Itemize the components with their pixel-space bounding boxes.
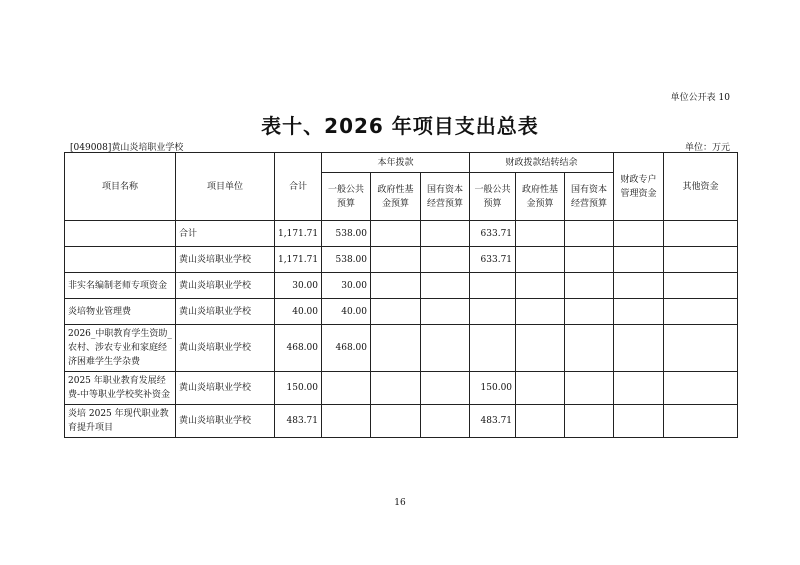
header-project-name: 项目名称 [65, 153, 176, 221]
cell-carry-gov-fund [516, 325, 565, 372]
cell-general-public [322, 405, 371, 438]
cell-carry-gov-fund [516, 247, 565, 273]
header-other-funds: 其他资金 [664, 153, 738, 221]
cell-total: 1,171.71 [275, 247, 322, 273]
cell-state-capital [421, 325, 470, 372]
cell-project-name: 炎培物业管理费 [65, 299, 176, 325]
cell-carry-gov-fund [516, 299, 565, 325]
cell-carry-gov-fund [516, 221, 565, 247]
cell-total: 468.00 [275, 325, 322, 372]
cell-carry-state-capital [565, 221, 614, 247]
header-carry-government-fund-budget: 政府性基金预算 [516, 173, 565, 221]
header-special-account-fund: 财政专户管理资金 [614, 153, 664, 221]
cell-carry-general-public: 633.71 [470, 247, 516, 273]
cell-project-unit: 黄山炎培职业学校 [176, 405, 275, 438]
cell-project-name: 2025 年职业教育发展经费-中等职业学校奖补资金 [65, 372, 176, 405]
cell-general-public: 538.00 [322, 221, 371, 247]
cell-carry-gov-fund [516, 405, 565, 438]
header-carry-state-capital-budget: 国有资本经营预算 [565, 173, 614, 221]
header-general-public-budget: 一般公共预算 [322, 173, 371, 221]
cell-carry-gov-fund [516, 372, 565, 405]
table-row [65, 273, 738, 299]
cell-general-public: 468.00 [322, 325, 371, 372]
table-row [65, 325, 738, 372]
header-government-fund-budget: 政府性基金预算 [371, 173, 421, 221]
cell-project-name: 炎培 2025 年现代职业教育提升项目 [65, 405, 176, 438]
cell-project-name [65, 247, 176, 273]
cell-state-capital [421, 273, 470, 299]
cell-total: 483.71 [275, 405, 322, 438]
table-row [65, 247, 738, 273]
cell-state-capital [421, 299, 470, 325]
currency-unit-label: 单位：万元 [684, 143, 730, 153]
form-number: 单位公开表 10 [670, 93, 730, 103]
cell-carry-general-public [470, 325, 516, 372]
cell-gov-fund [371, 405, 421, 438]
cell-carry-state-capital [565, 247, 614, 273]
cell-project-unit: 黄山炎培职业学校 [176, 273, 275, 299]
cell-project-name: 2026_中职教育学生资助_农村、涉农专业和家庭经济困难学生学杂费 [65, 325, 176, 372]
cell-state-capital [421, 221, 470, 247]
cell-carry-general-public: 483.71 [470, 405, 516, 438]
cell-other [664, 405, 738, 438]
table-row [65, 405, 738, 438]
cell-carry-state-capital [565, 299, 614, 325]
cell-carry-state-capital [565, 405, 614, 438]
cell-project-unit: 合计 [176, 221, 275, 247]
cell-total: 150.00 [275, 372, 322, 405]
cell-project-unit: 黄山炎培职业学校 [176, 372, 275, 405]
cell-general-public: 40.00 [322, 299, 371, 325]
cell-project-name: 非实名编制老师专项资金 [65, 273, 176, 299]
header-current-year-allocation: 本年拨款 [322, 153, 470, 173]
header-total: 合计 [275, 153, 322, 221]
cell-other [664, 273, 738, 299]
cell-state-capital [421, 247, 470, 273]
cell-carry-general-public [470, 299, 516, 325]
unit-name: [049008]黄山炎培职业学校 [70, 143, 184, 153]
cell-gov-fund [371, 273, 421, 299]
cell-gov-fund [371, 247, 421, 273]
cell-general-public: 538.00 [322, 247, 371, 273]
cell-special-fund [614, 247, 664, 273]
cell-total: 1,171.71 [275, 221, 322, 247]
cell-state-capital [421, 372, 470, 405]
table-row [65, 221, 738, 247]
cell-other [664, 247, 738, 273]
header-carry-general-public-budget: 一般公共预算 [470, 173, 516, 221]
header-project-unit: 项目单位 [176, 153, 275, 221]
cell-carry-general-public: 633.71 [470, 221, 516, 247]
cell-project-unit: 黄山炎培职业学校 [176, 325, 275, 372]
cell-gov-fund [371, 221, 421, 247]
page-number: 16 [394, 498, 406, 508]
cell-special-fund [614, 325, 664, 372]
cell-special-fund [614, 299, 664, 325]
cell-carry-state-capital [565, 325, 614, 372]
cell-project-unit: 黄山炎培职业学校 [176, 299, 275, 325]
cell-general-public [322, 372, 371, 405]
cell-carry-state-capital [565, 273, 614, 299]
cell-special-fund [614, 221, 664, 247]
cell-carry-general-public: 150.00 [470, 372, 516, 405]
cell-project-unit: 黄山炎培职业学校 [176, 247, 275, 273]
cell-special-fund [614, 372, 664, 405]
cell-special-fund [614, 405, 664, 438]
cell-other [664, 299, 738, 325]
table-row [65, 299, 738, 325]
table-row [65, 372, 738, 405]
cell-carry-general-public [470, 273, 516, 299]
cell-project-name [65, 221, 176, 247]
header-state-capital-budget: 国有资本经营预算 [421, 173, 470, 221]
cell-other [664, 372, 738, 405]
cell-gov-fund [371, 325, 421, 372]
cell-state-capital [421, 405, 470, 438]
cell-total: 30.00 [275, 273, 322, 299]
cell-gov-fund [371, 372, 421, 405]
cell-carry-gov-fund [516, 273, 565, 299]
cell-general-public: 30.00 [322, 273, 371, 299]
cell-other [664, 325, 738, 372]
header-carryover-balance: 财政拨款结转结余 [470, 153, 614, 173]
cell-other [664, 221, 738, 247]
header-row-1 [65, 153, 738, 173]
cell-carry-state-capital [565, 372, 614, 405]
page-title: 表十、2026 年项目支出总表 [261, 114, 539, 138]
project-expenditure-table [64, 152, 738, 438]
cell-gov-fund [371, 299, 421, 325]
cell-total: 40.00 [275, 299, 322, 325]
cell-special-fund [614, 273, 664, 299]
